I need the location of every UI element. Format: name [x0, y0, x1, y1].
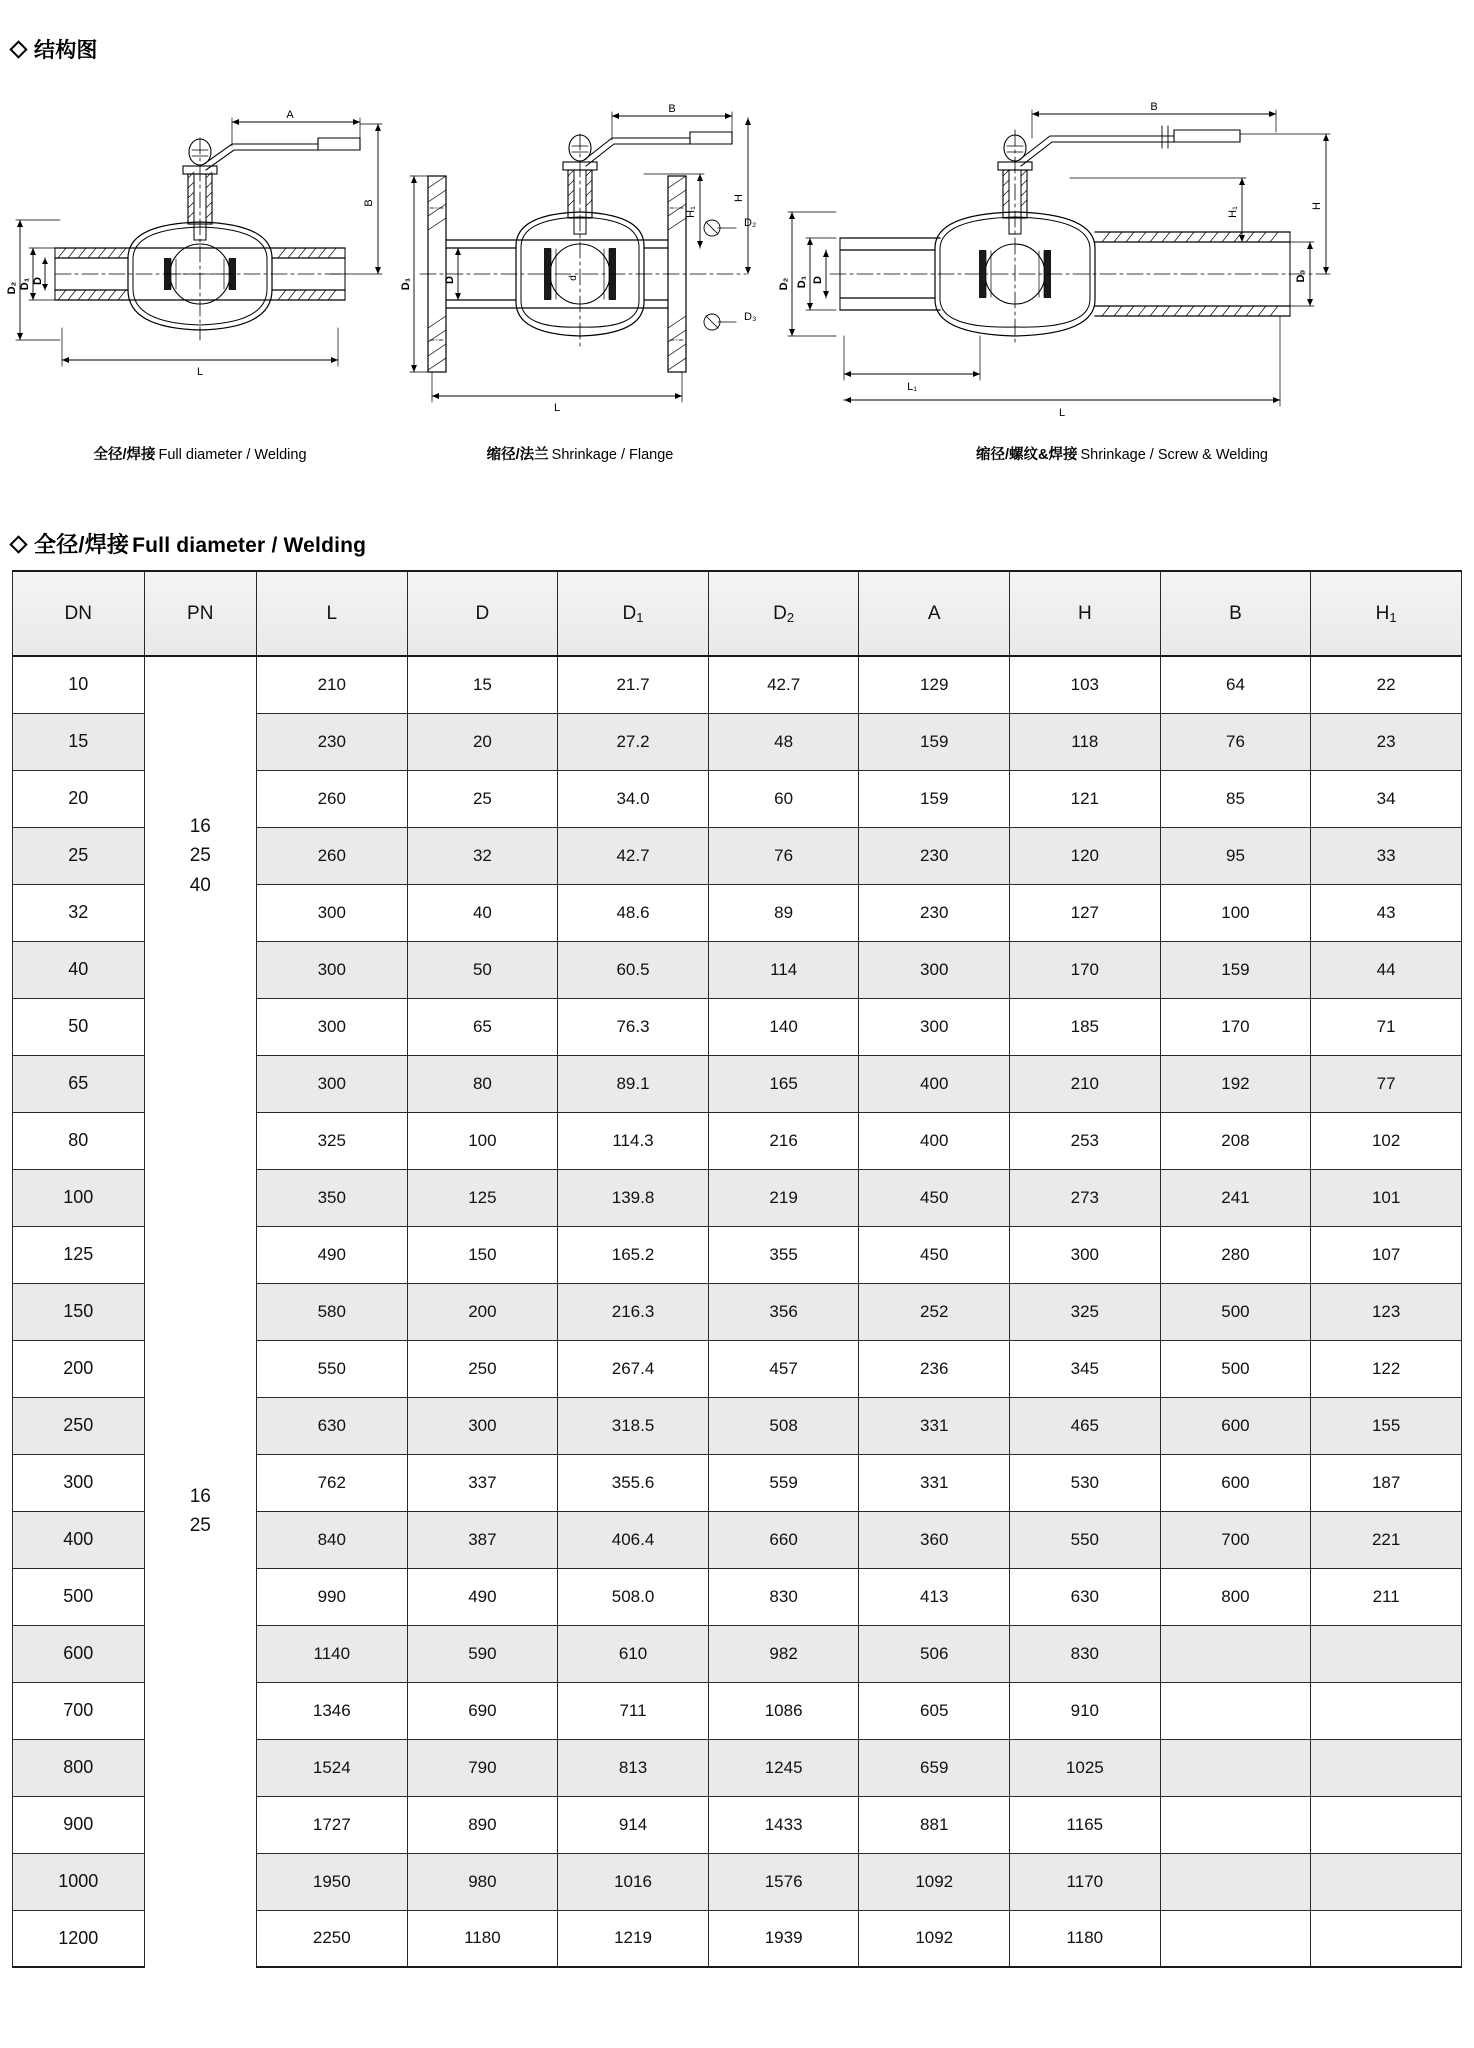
- cell-d1: 165.2: [558, 1226, 709, 1283]
- cell-h: 103: [1010, 656, 1161, 713]
- cell-a: 300: [859, 941, 1010, 998]
- cell-a: 252: [859, 1283, 1010, 1340]
- full-diameter-heading-cn: 全径/焊接: [34, 532, 130, 557]
- cell-d: 1180: [407, 1910, 558, 1967]
- cell-h: 1180: [1010, 1910, 1161, 1967]
- cell-d2: 1086: [708, 1682, 859, 1739]
- dim-label-D: D: [32, 277, 44, 285]
- cell-a: 1092: [859, 1853, 1010, 1910]
- cell-a: 159: [859, 713, 1010, 770]
- cell-d2: 60: [708, 770, 859, 827]
- cell-a: 230: [859, 884, 1010, 941]
- cell-d1: 89.1: [558, 1055, 709, 1112]
- dim-label-D1: D₁: [400, 277, 412, 291]
- dim-label-D2: D₂: [6, 281, 18, 295]
- cell-d1: 76.3: [558, 998, 709, 1055]
- cell-h: 1170: [1010, 1853, 1161, 1910]
- cell-dn: 800: [13, 1739, 145, 1796]
- cell-l: 490: [256, 1226, 407, 1283]
- cell-dn: 150: [13, 1283, 145, 1340]
- dim-label-D2: D₂: [744, 217, 757, 229]
- dim-label-D2: D₂: [778, 277, 790, 291]
- cell-b: 500: [1160, 1283, 1311, 1340]
- cell-d1: 60.5: [558, 941, 709, 998]
- cell-b: 800: [1160, 1568, 1311, 1625]
- dim-label-B: B: [363, 199, 375, 207]
- cell-b: [1160, 1739, 1311, 1796]
- cell-h: 1025: [1010, 1739, 1161, 1796]
- cell-d1: 711: [558, 1682, 709, 1739]
- table-body: [13, 656, 1462, 1967]
- cell-d2: 140: [708, 998, 859, 1055]
- cell-d1: 813: [558, 1739, 709, 1796]
- cell-d: 300: [407, 1397, 558, 1454]
- cell-h1: [1311, 1682, 1462, 1739]
- diamond-bullet-icon: [9, 535, 27, 553]
- cell-b: 500: [1160, 1340, 1311, 1397]
- cell-d1: 21.7: [558, 656, 709, 713]
- cell-a: 236: [859, 1340, 1010, 1397]
- cell-d: 20: [407, 713, 558, 770]
- cell-h: 121: [1010, 770, 1161, 827]
- cell-d: 40: [407, 884, 558, 941]
- cell-b: 700: [1160, 1511, 1311, 1568]
- cell-h: 185: [1010, 998, 1161, 1055]
- cell-d: 890: [407, 1796, 558, 1853]
- diagram-2-caption: [400, 443, 760, 464]
- cell-b: 170: [1160, 998, 1311, 1055]
- cell-d1: 216.3: [558, 1283, 709, 1340]
- dim-label-H1: H₁: [685, 206, 697, 218]
- dim-label-H: H: [1311, 202, 1323, 210]
- cell-l: 300: [256, 998, 407, 1055]
- cell-l: 550: [256, 1340, 407, 1397]
- cell-h1: 33: [1311, 827, 1462, 884]
- cell-h1: [1311, 1625, 1462, 1682]
- cell-dn: 50: [13, 998, 145, 1055]
- cell-l: 840: [256, 1511, 407, 1568]
- column-header-dn: DN: [13, 571, 145, 656]
- cell-l: 2250: [256, 1910, 407, 1967]
- cell-d: 980: [407, 1853, 558, 1910]
- cell-a: 605: [859, 1682, 1010, 1739]
- dim-label-L: L: [553, 402, 561, 414]
- valve-drawing-shrinkage-flange: [400, 78, 760, 438]
- cell-h1: 43: [1311, 884, 1462, 941]
- cell-a: 450: [859, 1169, 1010, 1226]
- cell-dn: 700: [13, 1682, 145, 1739]
- cell-dn: 1000: [13, 1853, 145, 1910]
- dim-label-D3: D₃: [744, 311, 757, 323]
- cell-d2: 1939: [708, 1910, 859, 1967]
- cell-h: 530: [1010, 1454, 1161, 1511]
- cell-a: 659: [859, 1739, 1010, 1796]
- cell-h: 273: [1010, 1169, 1161, 1226]
- dim-label-B: B: [1150, 101, 1158, 113]
- cell-h: 550: [1010, 1511, 1161, 1568]
- column-header-subscript: 1: [636, 609, 644, 625]
- cell-l: 260: [256, 827, 407, 884]
- cell-a: 506: [859, 1625, 1010, 1682]
- cell-h: 170: [1010, 941, 1161, 998]
- cell-b: 64: [1160, 656, 1311, 713]
- cell-dn: 20: [13, 770, 145, 827]
- cell-l: 762: [256, 1454, 407, 1511]
- cell-dn: 900: [13, 1796, 145, 1853]
- cell-d2: 48: [708, 713, 859, 770]
- dim-label-L: L: [196, 366, 204, 378]
- cell-b: [1160, 1853, 1311, 1910]
- cell-d: 387: [407, 1511, 558, 1568]
- cell-h1: 34: [1311, 770, 1462, 827]
- cell-d1: 318.5: [558, 1397, 709, 1454]
- cell-l: 580: [256, 1283, 407, 1340]
- table-header: [13, 571, 1462, 656]
- structure-section-heading: [12, 34, 98, 64]
- cell-l: 210: [256, 656, 407, 713]
- cell-b: 241: [1160, 1169, 1311, 1226]
- cell-d1: 610: [558, 1625, 709, 1682]
- cell-a: 331: [859, 1454, 1010, 1511]
- cell-h: 465: [1010, 1397, 1161, 1454]
- cell-d: 490: [407, 1568, 558, 1625]
- dim-label-H: H: [733, 194, 745, 202]
- dim-label-D3: D₃: [1295, 269, 1307, 283]
- cell-d: 80: [407, 1055, 558, 1112]
- cell-d: 65: [407, 998, 558, 1055]
- cell-d1: 508.0: [558, 1568, 709, 1625]
- structure-heading-label: 结构图: [34, 39, 98, 62]
- dim-label-H1: H₁: [1227, 206, 1239, 218]
- table-row: [13, 656, 1462, 713]
- cell-a: 129: [859, 656, 1010, 713]
- cell-d1: 267.4: [558, 1340, 709, 1397]
- column-header-a: A: [859, 571, 1010, 656]
- cell-a: 230: [859, 827, 1010, 884]
- cell-d2: 1433: [708, 1796, 859, 1853]
- cell-h1: 123: [1311, 1283, 1462, 1340]
- dim-label-d: d: [568, 275, 579, 281]
- dim-label-D: D: [444, 276, 456, 284]
- cell-b: 600: [1160, 1397, 1311, 1454]
- cell-d2: 356: [708, 1283, 859, 1340]
- cell-h: 345: [1010, 1340, 1161, 1397]
- cell-l: 300: [256, 941, 407, 998]
- cell-d1: 406.4: [558, 1511, 709, 1568]
- cell-h: 118: [1010, 713, 1161, 770]
- diagram-1-caption-en: Full diameter / Welding: [158, 447, 307, 463]
- cell-a: 400: [859, 1055, 1010, 1112]
- column-header-h1: $H_1$: [1311, 571, 1462, 656]
- cell-l: 300: [256, 884, 407, 941]
- cell-b: [1160, 1796, 1311, 1853]
- cell-d2: 165: [708, 1055, 859, 1112]
- cell-d1: 914: [558, 1796, 709, 1853]
- cell-h1: 102: [1311, 1112, 1462, 1169]
- cell-d2: 76: [708, 827, 859, 884]
- valve-drawing-shrinkage-screw-welding: [770, 78, 1474, 438]
- cell-dn: 40: [13, 941, 145, 998]
- column-header-subscript: 2: [786, 609, 795, 625]
- cell-d: 590: [407, 1625, 558, 1682]
- cell-h1: 71: [1311, 998, 1462, 1055]
- cell-b: 85: [1160, 770, 1311, 827]
- diagram-shrinkage-flange: [400, 78, 760, 478]
- cell-b: 208: [1160, 1112, 1311, 1169]
- diamond-bullet-icon: [9, 40, 27, 58]
- full-diameter-heading-en: Full diameter / Welding: [132, 534, 367, 557]
- cell-h1: 77: [1311, 1055, 1462, 1112]
- cell-d: 15: [407, 656, 558, 713]
- cell-d2: 216: [708, 1112, 859, 1169]
- cell-h: 910: [1010, 1682, 1161, 1739]
- dim-label-B: B: [668, 103, 676, 115]
- cell-d2: 1576: [708, 1853, 859, 1910]
- column-header-d: D: [407, 571, 558, 656]
- cell-l: 230: [256, 713, 407, 770]
- column-header-subscript: 1: [1389, 609, 1397, 625]
- cell-b: [1160, 1682, 1311, 1739]
- cell-h1: [1311, 1853, 1462, 1910]
- cell-b: 159: [1160, 941, 1311, 998]
- cell-dn: 250: [13, 1397, 145, 1454]
- cell-l: 1346: [256, 1682, 407, 1739]
- cell-l: 300: [256, 1055, 407, 1112]
- cell-d2: 559: [708, 1454, 859, 1511]
- cell-a: 331: [859, 1397, 1010, 1454]
- table-header-row: [13, 571, 1462, 656]
- cell-l: 1727: [256, 1796, 407, 1853]
- cell-d: 337: [407, 1454, 558, 1511]
- cell-d1: 114.3: [558, 1112, 709, 1169]
- dim-label-A: A: [286, 109, 294, 121]
- cell-dn: 25: [13, 827, 145, 884]
- cell-h1: 101: [1311, 1169, 1462, 1226]
- cell-d1: 139.8: [558, 1169, 709, 1226]
- cell-d2: 830: [708, 1568, 859, 1625]
- cell-d: 150: [407, 1226, 558, 1283]
- cell-d2: 660: [708, 1511, 859, 1568]
- cell-l: 990: [256, 1568, 407, 1625]
- cell-a: 159: [859, 770, 1010, 827]
- diagram-3-caption-en: Shrinkage / Screw & Welding: [1080, 447, 1269, 463]
- cell-dn: 65: [13, 1055, 145, 1112]
- cell-h1: 23: [1311, 713, 1462, 770]
- diagram-3-caption: [770, 443, 1474, 464]
- cell-h1: 221: [1311, 1511, 1462, 1568]
- cell-l: 1950: [256, 1853, 407, 1910]
- cell-dn: 1200: [13, 1910, 145, 1967]
- valve-drawing-full-diameter: [0, 78, 400, 438]
- cell-b: [1160, 1910, 1311, 1967]
- cell-d2: 114: [708, 941, 859, 998]
- cell-dn: 100: [13, 1169, 145, 1226]
- cell-d1: 355.6: [558, 1454, 709, 1511]
- cell-d: 125: [407, 1169, 558, 1226]
- cell-b: [1160, 1625, 1311, 1682]
- cell-h: 830: [1010, 1625, 1161, 1682]
- cell-d1: 42.7: [558, 827, 709, 884]
- diagram-1-caption-cn: 全径/焊接: [93, 447, 156, 463]
- diagram-3-caption-cn: 缩径/螺纹&焊接: [975, 447, 1078, 463]
- cell-d1: 27.2: [558, 713, 709, 770]
- cell-d1: 1219: [558, 1910, 709, 1967]
- cell-d2: 457: [708, 1340, 859, 1397]
- cell-d: 25: [407, 770, 558, 827]
- cell-l: 630: [256, 1397, 407, 1454]
- cell-b: 95: [1160, 827, 1311, 884]
- dim-label-D: D: [812, 276, 824, 284]
- cell-dn: 10: [13, 656, 145, 713]
- cell-a: 881: [859, 1796, 1010, 1853]
- cell-d: 100: [407, 1112, 558, 1169]
- cell-h1: 187: [1311, 1454, 1462, 1511]
- full-diameter-section-heading: [12, 528, 366, 559]
- cell-d: 690: [407, 1682, 558, 1739]
- cell-dn: 600: [13, 1625, 145, 1682]
- cell-h1: 155: [1311, 1397, 1462, 1454]
- cell-h1: [1311, 1910, 1462, 1967]
- cell-a: 413: [859, 1568, 1010, 1625]
- cell-d1: 1016: [558, 1853, 709, 1910]
- cell-a: 300: [859, 998, 1010, 1055]
- cell-d2: 508: [708, 1397, 859, 1454]
- cell-dn: 15: [13, 713, 145, 770]
- cell-b: 600: [1160, 1454, 1311, 1511]
- column-header-pn: PN: [144, 571, 256, 656]
- dim-label-L1: L₁: [907, 381, 917, 393]
- cell-l: 325: [256, 1112, 407, 1169]
- cell-l: 1140: [256, 1625, 407, 1682]
- structure-diagram-strip: [0, 78, 1474, 478]
- cell-h1: 22: [1311, 656, 1462, 713]
- cell-d: 790: [407, 1739, 558, 1796]
- cell-dn: 80: [13, 1112, 145, 1169]
- cell-h1: [1311, 1796, 1462, 1853]
- column-header-l: L: [256, 571, 407, 656]
- cell-a: 360: [859, 1511, 1010, 1568]
- cell-h: 253: [1010, 1112, 1161, 1169]
- cell-h: 1165: [1010, 1796, 1161, 1853]
- dim-label-L: L: [1058, 407, 1066, 419]
- cell-l: 1524: [256, 1739, 407, 1796]
- cell-d2: 982: [708, 1625, 859, 1682]
- cell-h: 210: [1010, 1055, 1161, 1112]
- cell-pn: 16 25 40: [144, 656, 256, 1055]
- cell-h1: 122: [1311, 1340, 1462, 1397]
- diagram-1-caption: [0, 443, 400, 464]
- cell-l: 350: [256, 1169, 407, 1226]
- cell-dn: 300: [13, 1454, 145, 1511]
- cell-d2: 1245: [708, 1739, 859, 1796]
- cell-d2: 355: [708, 1226, 859, 1283]
- cell-d2: 89: [708, 884, 859, 941]
- cell-l: 260: [256, 770, 407, 827]
- cell-dn: 32: [13, 884, 145, 941]
- diagram-full-diameter-welding: [0, 78, 400, 478]
- cell-h: 325: [1010, 1283, 1161, 1340]
- dimension-spec-table: [12, 570, 1462, 1968]
- diagram-shrinkage-screw-welding: [770, 78, 1474, 478]
- cell-dn: 400: [13, 1511, 145, 1568]
- column-header-h: H: [1010, 571, 1161, 656]
- cell-h: 630: [1010, 1568, 1161, 1625]
- diagram-2-caption-cn: 缩径/法兰: [486, 447, 549, 463]
- cell-d: 250: [407, 1340, 558, 1397]
- cell-h: 120: [1010, 827, 1161, 884]
- cell-d: 50: [407, 941, 558, 998]
- dim-label-D1: D₁: [19, 277, 31, 291]
- column-header-b: B: [1160, 571, 1311, 656]
- cell-h1: 107: [1311, 1226, 1462, 1283]
- cell-dn: 200: [13, 1340, 145, 1397]
- cell-d2: 219: [708, 1169, 859, 1226]
- cell-d1: 34.0: [558, 770, 709, 827]
- column-header-d1: $D_1$: [558, 571, 709, 656]
- cell-h1: 44: [1311, 941, 1462, 998]
- cell-h: 127: [1010, 884, 1161, 941]
- cell-d2: 42.7: [708, 656, 859, 713]
- cell-b: 280: [1160, 1226, 1311, 1283]
- dim-label-D1: D₁: [796, 275, 808, 289]
- cell-d: 32: [407, 827, 558, 884]
- cell-dn: 500: [13, 1568, 145, 1625]
- cell-h1: 211: [1311, 1568, 1462, 1625]
- cell-b: 100: [1160, 884, 1311, 941]
- diagram-2-caption-en: Shrinkage / Flange: [551, 447, 674, 463]
- cell-dn: 125: [13, 1226, 145, 1283]
- cell-d1: 48.6: [558, 884, 709, 941]
- cell-d: 200: [407, 1283, 558, 1340]
- cell-a: 450: [859, 1226, 1010, 1283]
- cell-pn: 16 25: [144, 1055, 256, 1967]
- column-header-d2: $D_2$: [708, 571, 859, 656]
- cell-b: 76: [1160, 713, 1311, 770]
- cell-a: 400: [859, 1112, 1010, 1169]
- cell-a: 1092: [859, 1910, 1010, 1967]
- table-row: [13, 1055, 1462, 1112]
- cell-h: 300: [1010, 1226, 1161, 1283]
- cell-h1: [1311, 1739, 1462, 1796]
- cell-b: 192: [1160, 1055, 1311, 1112]
